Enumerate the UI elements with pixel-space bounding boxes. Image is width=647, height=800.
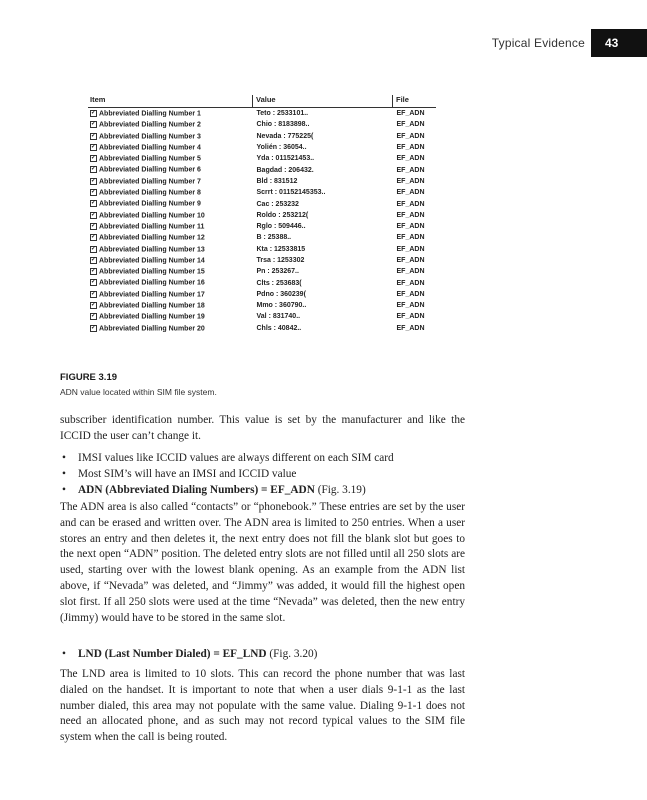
cell-value: Cac : 253232 [256,200,299,208]
table-row [88,323,436,334]
cell-file: EF_ADN [396,189,425,197]
cell-file: EF_ADN [396,290,425,298]
cell-item [88,246,252,253]
item-label: Abbreviated Dialling Number 16 [99,279,205,287]
cell-value: Roldo : 253212( [256,211,309,219]
table-row [88,244,436,255]
cell-file: EF_ADN [396,279,425,287]
page-number: 43 [591,29,647,57]
cell-item [88,200,252,207]
checkbox-icon[interactable]: ✓ [91,166,97,173]
table-row [88,232,436,243]
item-label: Abbreviated Dialling Number 9 [99,200,201,208]
cell-file: EF_ADN [396,144,425,152]
cell-item [88,257,252,264]
item-label: Abbreviated Dialling Number 19 [99,313,205,321]
item-label: Abbreviated Dialling Number 3 [99,132,201,140]
checkbox-icon[interactable]: ✓ [91,143,97,150]
checkbox-icon[interactable]: ✓ [91,177,97,184]
item-label: Abbreviated Dialling Number 6 [99,166,201,174]
bullet-bold: ADN (Abbreviated Dialing Numbers) = EF_ADN [78,484,315,496]
cell-file: EF_ADN [396,257,425,264]
cell-item [88,166,252,173]
cell-item [88,121,252,128]
paragraph-2: The ADN area is also called “contacts” or “phonebook.” These entries are set by the user and can be erased and written over. The ADN area is limited to 250 entries. When a user stores an entry and then deletes it, the next entry does not fill the blank slot but goes to the next open “ADN” position. The deleted entry slots are not filled until all 250 slots are used, starting over with the lowest blank opening. As an example from the ADN list above, if “Nevada” was deleted, and “Jimmy” was added, it would fill the highest open slot first. If all 250 slots were used at the time “Nevada” was deleted, then the new entry (Jimmy) would have to be stored in the same slot. [60,501,465,624]
checkbox-icon[interactable]: ✓ [91,279,97,286]
item-label: Abbreviated Dialling Number 17 [99,291,205,299]
cell-value: B : 25388.. [256,234,292,242]
table-body [88,108,436,334]
cell-item [88,178,252,185]
column-header-value: Value [252,95,392,107]
cell-value: Val : 831740.. [256,313,301,321]
bullet-bold: LND (Last Number Dialed) = EF_LND [78,648,267,660]
cell-item [88,155,252,162]
item-label: Abbreviated Dialling Number 2 [99,121,201,129]
table-header [88,95,436,108]
cell-value: Rglo : 509446.. [256,223,306,231]
cell-value: Yda : 011521453.. [256,155,315,163]
cell-item [88,110,252,117]
cell-value: Pn : 253267.. [256,268,299,276]
item-label: Abbreviated Dialling Number 11 [99,223,205,231]
cell-value: Pdno : 360239( [256,290,306,298]
bullet-list [60,450,465,498]
checkbox-icon[interactable]: ✓ [91,121,97,128]
figure-caption: ADN value located within SIM file system. [60,387,217,397]
table-row [88,187,436,198]
checkbox-icon[interactable]: ✓ [91,302,97,309]
list-item [60,466,465,482]
table-row [88,221,436,232]
table-row [88,176,436,187]
cell-value: Clts : 253683( [256,279,302,287]
cell-value: Yolién : 36054.. [256,144,307,152]
item-label: Abbreviated Dialling Number 8 [99,189,201,197]
cell-file: EF_ADN [396,177,425,185]
paragraph-3: The LND area is limited to 10 slots. This can record the phone number that was last dialed on the handset. It is important to note that when a user dials 9-1-1 as the last number dialed, this area may not populate with the same value. Dialing 9-1-1 does not need an allocated phone, and as such may not record typical values to the SIM file system when the call is being routed. [60,668,465,744]
table-row [88,289,436,300]
item-label: Abbreviated Dialling Number 10 [99,211,205,219]
list-item [60,450,465,466]
bullet-list-2 [60,646,465,662]
item-label: Abbreviated Dialling Number 20 [99,324,205,332]
cell-item [88,144,252,151]
checkbox-icon[interactable]: ✓ [91,324,97,331]
item-label: Abbreviated Dialling Number 12 [99,234,205,242]
cell-file: EF_ADN [396,121,425,129]
cell-item [88,291,252,298]
cell-file: EF_ADN [396,166,425,174]
table-row [88,198,436,209]
item-label: Abbreviated Dialling Number 14 [99,257,205,265]
table-row [88,277,436,288]
cell-item [88,268,252,275]
checkbox-icon[interactable]: ✓ [91,290,97,297]
item-label: Abbreviated Dialling Number 4 [99,144,201,152]
checkbox-icon[interactable]: ✓ [91,313,97,320]
checkbox-icon[interactable]: ✓ [91,109,97,116]
cell-item [88,234,252,241]
checkbox-icon[interactable]: ✓ [91,200,97,207]
table-row [88,266,436,277]
paragraph-1: subscriber identification number. This value is set by the manufacturer and like the ICCID the user can’t change it. [60,414,465,442]
cell-item [88,223,252,230]
checkbox-icon[interactable]: ✓ [91,256,97,263]
running-header-title: Typical Evidence [491,36,585,50]
bullet-text: (Fig. 3.20) [266,648,318,660]
checkbox-icon[interactable]: ✓ [91,155,97,162]
cell-file: EF_ADN [396,234,425,242]
cell-file: EF_ADN [396,313,425,321]
checkbox-icon[interactable]: ✓ [91,211,97,218]
cell-item [88,133,252,140]
table-row [88,300,436,311]
cell-value: Trsa : 1253302 [256,257,305,264]
cell-file: EF_ADN [396,200,425,208]
checkbox-icon[interactable]: ✓ [91,189,97,196]
checkbox-icon[interactable]: ✓ [91,245,97,252]
cell-value: Scrrt : 01152145353.. [256,189,326,197]
cell-file: EF_ADN [396,211,425,219]
cell-value: Chio : 8183898.. [256,121,310,129]
table-row [88,108,436,119]
list-item [60,646,465,662]
checkbox-icon[interactable]: ✓ [91,234,97,241]
column-header-file: File [392,95,436,107]
table-row [88,142,436,153]
figure-label: FIGURE 3.19 [60,372,118,383]
cell-value: Bagdad : 206432. [256,166,314,174]
cell-item [88,302,252,309]
cell-item [88,279,252,286]
cell-file: EF_ADN [396,110,425,118]
cell-file: EF_ADN [396,302,425,310]
cell-item [88,313,252,320]
cell-file: EF_ADN [396,245,425,253]
cell-file: EF_ADN [396,324,425,332]
cell-value: Bld : 831512 [256,177,298,185]
bullet-text: Most SIM’s will have an IMSI and ICCID value [78,468,297,480]
cell-file: EF_ADN [396,155,425,163]
figure-adn-table [88,95,436,334]
table-row [88,210,436,221]
table-row [88,311,436,322]
bullet-text: (Fig. 3.19) [314,484,366,496]
item-label: Abbreviated Dialling Number 18 [99,302,205,310]
cell-file: EF_ADN [396,132,425,140]
bullet-text: IMSI values like ICCID values are always different on each SIM card [78,452,394,464]
table-row [88,164,436,175]
cell-value: Kta : 12533815 [256,245,306,253]
checkbox-icon[interactable]: ✓ [91,222,97,229]
cell-value: Teto : 2533101.. [256,110,309,118]
cell-value: Nevada : 775225( [256,132,314,140]
item-label: Abbreviated Dialling Number 5 [99,155,201,163]
item-label: Abbreviated Dialling Number 1 [99,110,201,118]
checkbox-icon[interactable]: ✓ [91,132,97,139]
cell-item [88,325,252,332]
table-row [88,153,436,164]
table-row [88,131,436,142]
item-label: Abbreviated Dialling Number 7 [99,178,201,186]
checkbox-icon[interactable]: ✓ [91,268,97,275]
list-item [60,482,465,498]
cell-value: Chls : 40842.. [256,324,302,332]
item-label: Abbreviated Dialling Number 15 [99,268,205,276]
column-header-item: Item [90,95,106,104]
table-row [88,119,436,130]
cell-item [88,189,252,196]
item-label: Abbreviated Dialling Number 13 [99,245,205,253]
cell-file: EF_ADN [396,223,425,231]
cell-value: Mmo : 360790.. [256,302,307,310]
cell-file: EF_ADN [396,268,425,276]
table-row [88,255,436,266]
cell-item [88,212,252,219]
